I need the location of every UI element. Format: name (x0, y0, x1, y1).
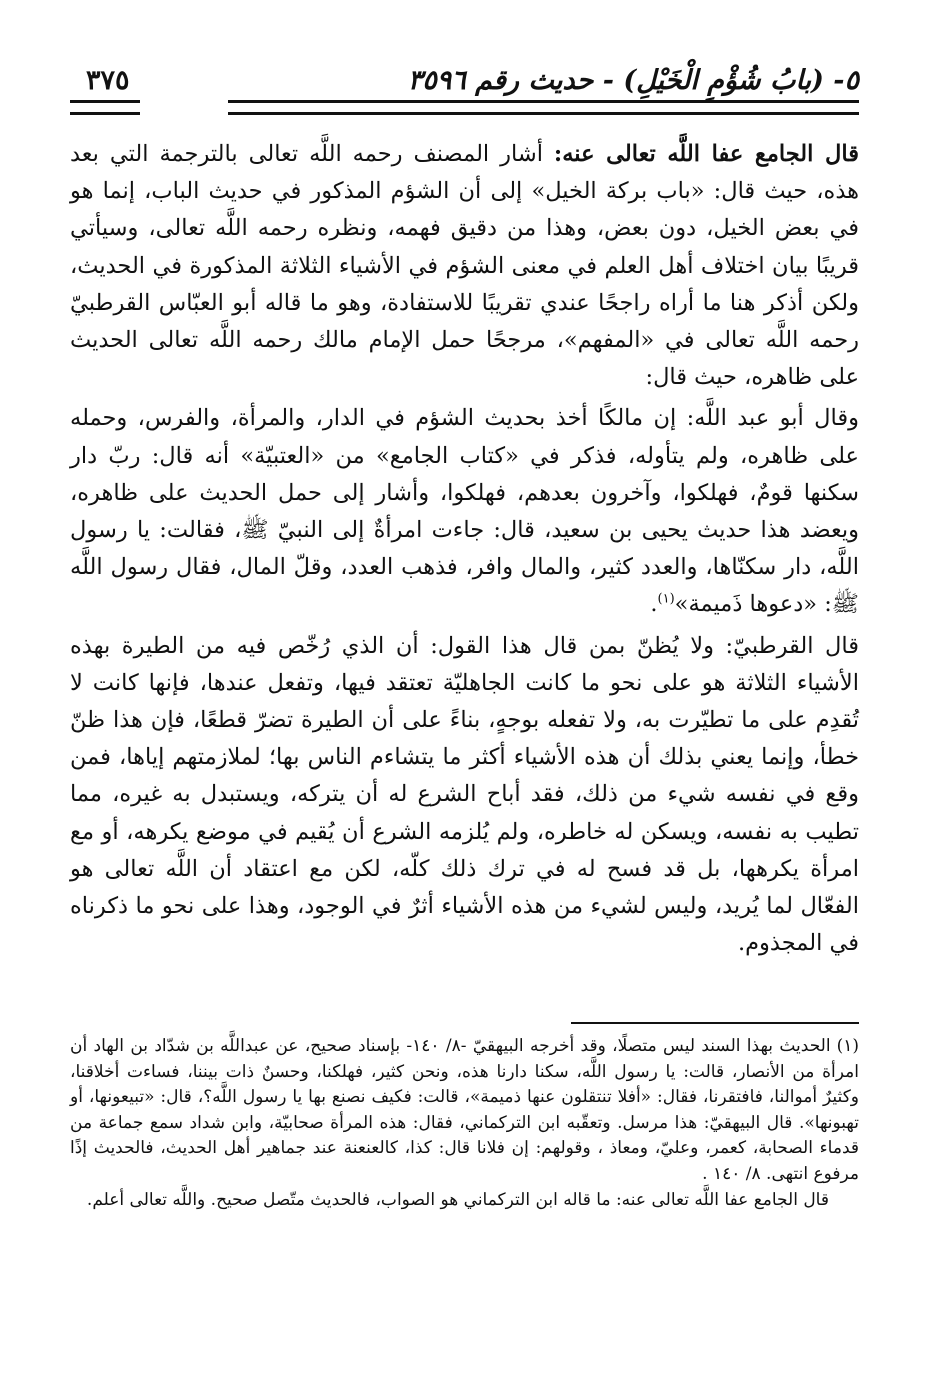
paragraph-3 (70, 628, 859, 963)
paragraph-body: قال القرطبيّ: ولا يُظنّ بمن قال هذا القول: أن الذي رُخّص فيه من الطيرة بهذه الأشياء الثلاثة هو على نحو ما كانت الجاهليّة تعتقد فيها، وتفعل عندها، فإنها كانت لا تُقدِم على ما تطيّرت به، ولا تفعله بوجهٍ، بناءً على أن الطيرة تضرّ قطعًا، فإن هذا ظنّ خطأ، وإنما يعني بذلك أن هذه الأشياء أكثر ما يتشاءم الناس بها؛ لملازمتهم إياها، فمن وقع في نفسه شيء من ذلك، فقد أباح الشرع له أن يتركه، ويستبدل به غيره، مما تطيب به نفسه، ويسكن له خاطره، ولم يُلزمه الشرع أن يُقيم في موضع يكرهه، أو مع امرأة يكرهها، بل قد فسح له في ترك ذلك كلّه، لكن مع اعتقاد أن اللَّه تعالى هو الفعّال لما يُريد، وليس لشيء من هذه الأشياء أثرٌ في الوجود، وهذا على نحو ما ذكرناه في المجذوم. (70, 632, 859, 957)
footnote-number: (١) (836, 1036, 859, 1056)
footnote-comment: قال الجامع عفا اللَّه تعالى عنه: ما قاله ابن التركماني هو الصواب، فالحديث متّصل صحيح. واللَّه تعالى أعلم. (86, 1189, 829, 1210)
paragraph-2 (70, 400, 859, 623)
footnote-reference[interactable]: (١) (657, 591, 675, 607)
running-header (86, 56, 859, 96)
footnote-1 (70, 1034, 859, 1188)
paragraph-1 (70, 136, 859, 396)
paragraph-body: أشار المصنف رحمه اللَّه تعالى بالترجمة التي بعد هذه، حيث قال: «باب بركة الخيل» إلى أن الشؤم المذكور في حديث الباب، إنما هو في بعض الخيل، دون بعض، وهذا من دقيق فهمه، ونظره رحمه اللَّه تعالى، وسيأتي قريبًا بيان اختلاف أهل العلم في معنى الشؤم في الأشياء الثلاثة المذكورة في الحديث، ولكن أذكر هنا ما أراه راجحًا عندي تقريبًا للاستفادة، وهو ما قاله أبو العبّاس القرطبيّ رحمه اللَّه تعالى في «المفهم»، مرجحًا حمل الإمام مالك رحمه اللَّه تعالى الحديث على ظاهره، حيث قال: (70, 141, 859, 391)
paragraph-body: وقال أبو عبد اللَّه: إن مالكًا أخذ بحديث الشؤم في الدار، والمرأة، والفرس، وحمله على ظاهره، ولم يتأوله، فذكر في «كتاب الجامع» من «العتبيّة» أنه قال: ربّ دار سكنها قومٌ، فهلكوا، وآخرون بعدهم، فهلكوا، وأشار إلى حمل الحديث على ظاهره، ويعضد هذا حديث يحيى بن سعيد، قال: جاءت امرأةٌ إلى النبيّ ﷺ، فقالت: يا رسول اللَّه، دار سكنّاها، والعدد كثير، والمال وافر، فذهب العدد، وقلّ المال، فقال رسول اللَّه ﷺ: «دعوها ذَميمة» (70, 405, 859, 618)
paragraph-end: . (650, 591, 658, 618)
footnote-separator (571, 1022, 859, 1024)
footnotes (70, 1034, 859, 1213)
chapter-title: ٥- (بابُ شُؤْمِ الْخَيْلِ) - حديث رقم ٣٥٩٦ (407, 65, 859, 96)
header-double-rule (228, 100, 859, 115)
paragraph-lead: قال الجامع عفا اللَّه تعالى عنه: (553, 141, 859, 167)
header-double-rule-left (70, 100, 140, 115)
page-number: ٣٧٥ (86, 65, 130, 96)
main-text (70, 136, 859, 962)
footnote-text: الحديث بهذا السند ليس متصلًا، وقد أخرجه البيهقيّ -٨/ ١٤٠- بإسناد صحيح، عن عبداللَّه بن شدّاد بن الهاد أن امرأة من الأنصار، قالت: يا رسول اللَّه، سكنا دارنا هذه، ونحن كثير، فهلكنا، وحسنٌ ذات بيننا، فساءت أخلاقنا، وكثيرٌ أموالنا، فافتقرنا، فقال: «أفلا تنتقلون عنها ذميمة»، قالت: فكيف نصنع بها يا رسول اللَّه؟، قال: «تبيعونها، أو تهبونها». قال البيهقيّ: هذا مرسل. وتعقّبه ابن التركماني، فقال: هذه المرأة صحابيّة، وابن شداد سمع جماعة من قدماء الصحابة، كعمر، وعليّ، ومعاذ ، وقولهم: إن فلانا قال: كذا، كالعنعنة عند جماهير أهل الحديث، فالحديث إذًا مرفوع انتهى. ٨/ ١٤٠ . (70, 1036, 859, 1184)
